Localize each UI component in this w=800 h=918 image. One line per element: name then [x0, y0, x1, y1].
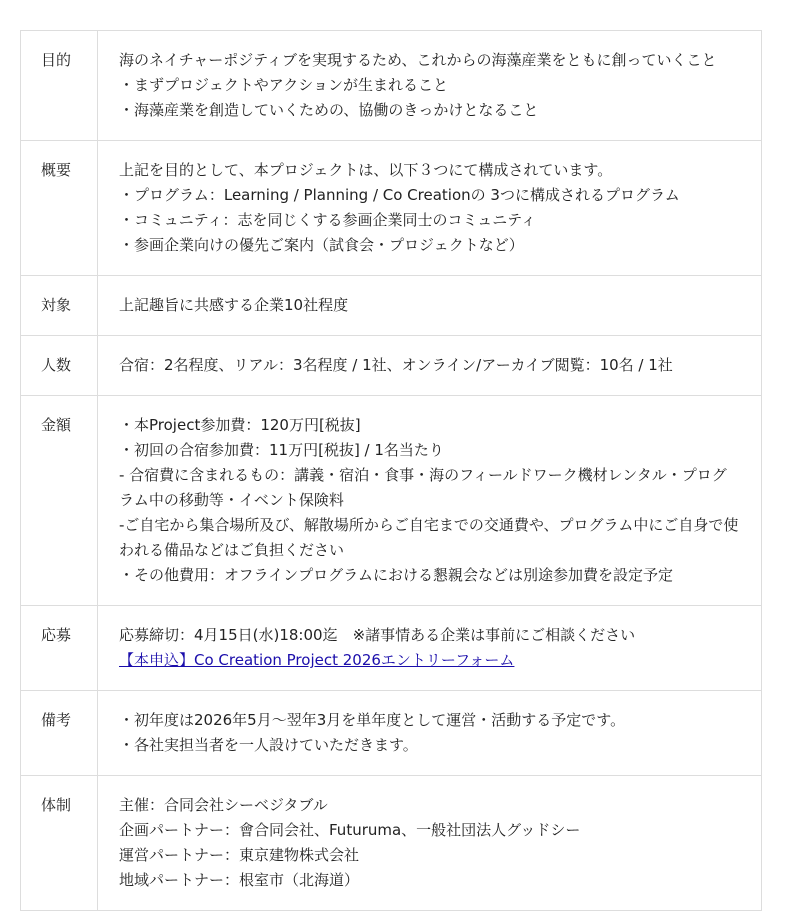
row-value	[98, 606, 762, 691]
row-label: 目的	[21, 31, 98, 141]
row-target	[21, 276, 762, 336]
row-line: -ご自宅から集合場所及び、解散場所からご自宅までの交通費や、プログラム中にご自身で使われる備品などはご負担ください	[119, 516, 739, 559]
row-line: ・本Project参加費：120万円[税抜]	[119, 416, 361, 434]
row-line: 応募締切：4月15日(水)18:00迄 ※諸事情ある企業は事前にご相談ください	[119, 626, 636, 644]
row-label: 体制	[21, 776, 98, 911]
row-line: ・コミュニティ：志を同じくする参画企業同士のコミュニティ	[119, 211, 537, 229]
row-value	[98, 396, 762, 606]
row-label: 金額	[21, 396, 98, 606]
row-line: 上記を目的として、本プロジェクトは、以下３つにて構成されています。	[119, 161, 613, 179]
project-info-container	[20, 30, 762, 911]
row-label: 備考	[21, 691, 98, 776]
project-info-table	[20, 30, 762, 911]
row-line: 運営パートナー：東京建物株式会社	[119, 846, 360, 864]
row-line: 企画パートナー：會合同会社、Futuruma、一般社団法人グッドシー	[119, 821, 581, 839]
row-headcount	[21, 336, 762, 396]
row-line: ・その他費用：オフラインプログラムにおける懇親会などは別途参加費を設定予定	[119, 566, 673, 584]
row-line: ・各社実担当者を一人設けていただきます。	[119, 736, 418, 754]
row-line: ・まずプロジェクトやアクションが生まれること	[119, 76, 448, 94]
row-label: 人数	[21, 336, 98, 396]
row-fee	[21, 396, 762, 606]
row-line: - 合宿費に含まれるもの：講義・宿泊・食事・海のフィールドワーク機材レンタル・プログラム中の移動等・イベント保険料	[119, 466, 727, 509]
row-line: ・プログラム：Learning / Planning / Co Creationの 3つに構成されるプログラム	[119, 186, 680, 204]
row-application	[21, 606, 762, 691]
row-line: 主催：合同会社シーベジタブル	[119, 796, 328, 814]
row-line: 海のネイチャーポジティブを実現するため、これからの海藻産業をともに創っていくこと	[119, 51, 717, 69]
row-label: 応募	[21, 606, 98, 691]
row-line: 合宿：2名程度、リアル：3名程度 / 1社、オンライン/アーカイブ閲覧：10名 / 1社	[119, 356, 673, 374]
row-value	[98, 31, 762, 141]
entry-form-link[interactable]: 【本申込】Co Creation Project 2026エントリーフォーム	[119, 651, 515, 669]
row-purpose	[21, 31, 762, 141]
row-label: 概要	[21, 141, 98, 276]
row-line: ・海藻産業を創造していくための、協働のきっかけとなること	[119, 101, 539, 119]
row-line: 地域パートナー：根室市（北海道）	[119, 871, 360, 889]
entry-form-link-wrap	[119, 648, 741, 673]
row-value	[98, 141, 762, 276]
row-line: ・初回の合宿参加費：11万円[税抜] / 1名当たり	[119, 441, 444, 459]
row-value	[98, 691, 762, 776]
row-value	[98, 336, 762, 396]
row-value	[98, 276, 762, 336]
row-overview	[21, 141, 762, 276]
row-organization	[21, 776, 762, 911]
row-line: ・参画企業向けの優先ご案内（試食会・プロジェクトなど）	[119, 236, 524, 254]
row-line: 上記趣旨に共感する企業10社程度	[119, 296, 349, 314]
row-value	[98, 776, 762, 911]
row-notes	[21, 691, 762, 776]
row-line: ・初年度は2026年5月～翌年3月を単年度として運営・活動する予定です。	[119, 711, 626, 729]
row-label: 対象	[21, 276, 98, 336]
